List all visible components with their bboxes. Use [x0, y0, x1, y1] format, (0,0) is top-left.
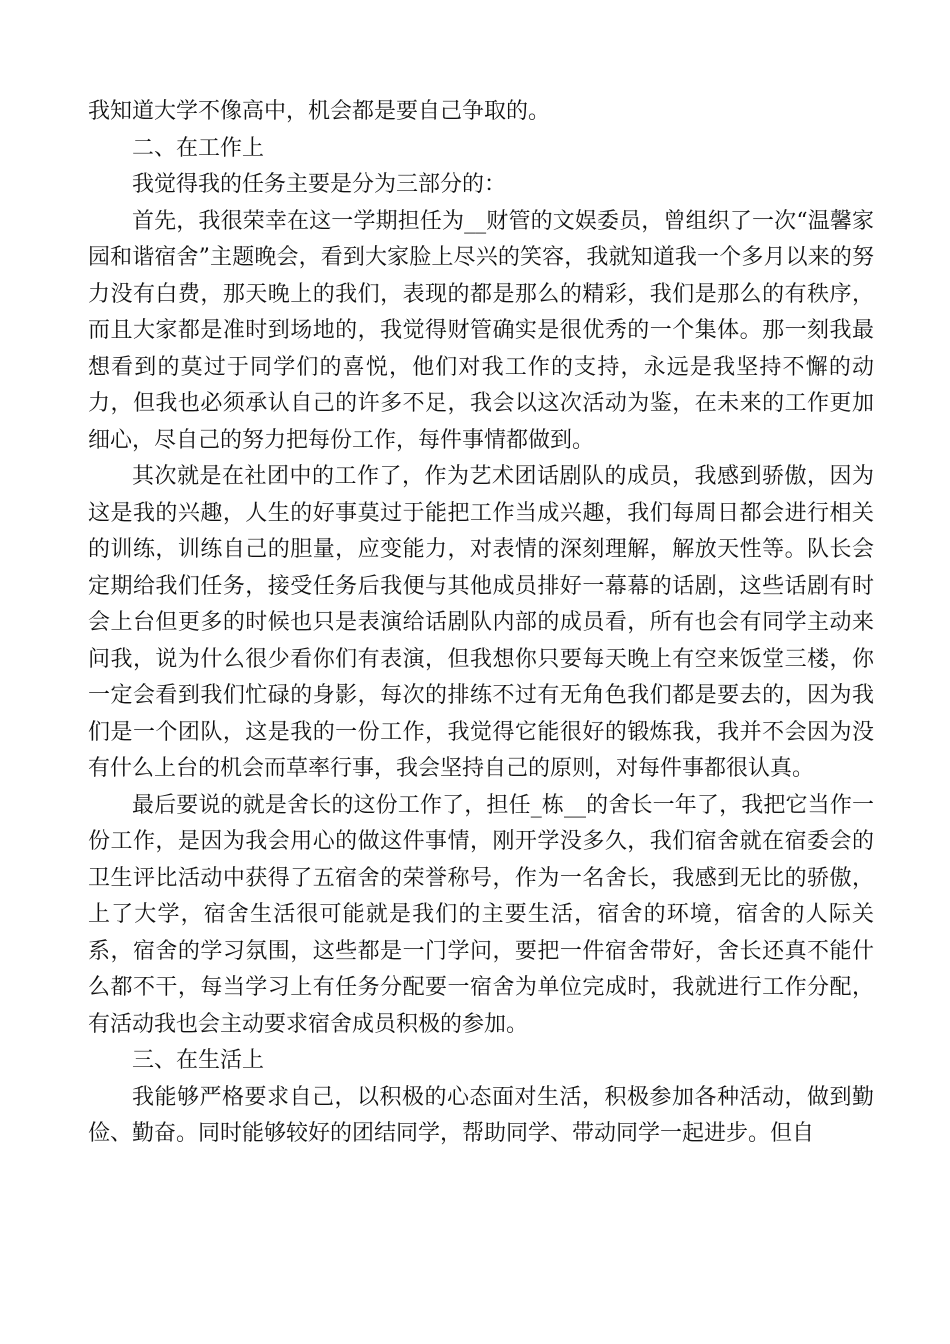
paragraph-continuation: 我知道大学不像高中，机会都是要自己争取的。: [88, 99, 551, 124]
paragraph-dorm-leader: 最后要说的就是舍长的这份工作了，担任_栋__的舍长一年了，我把它当作一份工作，是因为我会用心的做这件事情，刚开学没多久，我们宿舍就在宿委会的卫生评比活动中获得了五宿舍的荣誉称号，作为一名舍长，我感到无比的骄傲，上了大学，宿舍生活很可能就是我们的主要生活，宿舍的环境，宿舍的人际关系，宿舍的学习氛围，这些都是一门学问，要把一件宿舍带好，舍长还真不能什么都不干，每当学习上有任务分配要一宿舍为单位完成时，我就进行工作分配，有活动我也会主动要求宿舍成员积极的参加。: [88, 792, 874, 1037]
paragraph-drama-club: 其次就是在社团中的工作了，作为艺术团话剧队的成员，我感到骄傲，因为这是我的兴趣，人生的好事莫过于能把工作当成兴趣，我们每周日都会进行相关的训练，训练自己的胆量，应变能力，对表情的深刻理解，解放天性等。队长会定期给我们任务，接受任务后我便与其他成员排好一幕幕的话剧，这些话剧有时会上台但更多的时候也只是表演给话剧队内部的成员看，所有也会有同学主动来问我，说为什么很少看你们有表演，但我想你只要每天晚上有空来饭堂三楼，你一定会看到我们忙碌的身影，每次的排练不过有无角色我们都是要去的，因为我们是一个团队，这是我的一份工作，我觉得它能很好的锻炼我，我并不会因为没有什么上台的机会而草率行事，我会坚持自己的原则，对每件事都很认真。: [88, 464, 874, 781]
section-heading-work: 二、在工作上: [132, 135, 265, 161]
document-body: [88, 94, 874, 1153]
paragraph-tasks-intro: 我觉得我的任务主要是分为三部分的：: [132, 172, 507, 197]
paragraph-entertainment-committee: 首先，我很荣幸在这一学期担任为__财管的文娱委员，曾组织了一次“温馨家园和谐宿舍”主题晚会，看到大家脸上尽兴的笑容，我就知道我一个多月以来的努力没有白费，那天晚上的我们，表现的都是那么的精彩，我们是那么的有秩序，而且大家都是准时到场地的，我觉得财管确实是很优秀的一个集体。那一刻我最想看到的莫过于同学们的喜悦，他们对我工作的支持，永远是我坚持不懈的动力，但我也必须承认自己的许多不足，我会以这次活动为鉴，在未来的工作更加细心，尽自己的努力把每份工作，每件事情都做到。: [88, 208, 874, 453]
paragraph-life: 我能够严格要求自己，以积极的心态面对生活，积极参加各种活动，做到勤俭、勤奋。同时能够较好的团结同学，帮助同学、带动同学一起进步。但自: [88, 1084, 874, 1146]
section-heading-life: 三、在生活上: [132, 1048, 265, 1073]
